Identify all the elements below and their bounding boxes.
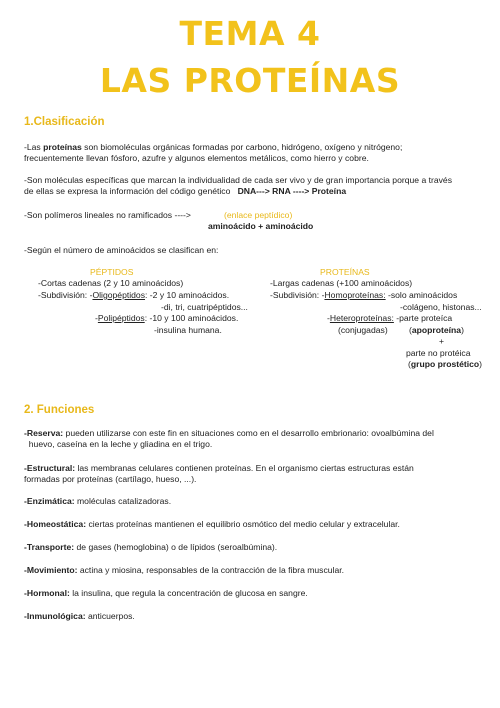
- paragraph-classification: -Según el número de aminoácidos se clasifican en:: [24, 245, 219, 255]
- proteinas-label: PROTEÍNAS: [320, 267, 370, 277]
- dna-flow: DNA---> RNA ----> Proteína: [237, 186, 347, 197]
- title-line-2: LAS PROTEÍNAS: [99, 61, 401, 100]
- peptidos-label: PÉPTIDOS: [90, 267, 134, 277]
- polipeptidos-line: -Polipéptidos: -10 y 100 aminoácidos.: [95, 313, 239, 323]
- proteinas-line1: -Largas cadenas (+100 aminoácidos): [270, 278, 413, 288]
- section-heading-funciones: 2. Funciones: [24, 404, 95, 416]
- function-reserva: -Reserva: pueden utilizarse con este fin en situaciones como en el desarrollo embrionario: ovoalbúmina del huevo, caseína en la leche y gliadina en el trigo.: [24, 428, 434, 450]
- function-inmunologica: -Inmunológica: anticuerpos.: [24, 611, 135, 621]
- paragraph-polymers: -Son polímeros lineales no ramificados ---->: [24, 210, 191, 220]
- no-proteica-label: parte no protéica: [406, 348, 471, 358]
- conjugadas-label: (conjugadas): [338, 325, 388, 335]
- function-movimiento: -Movimiento: actina y miosina, responsables de la contracción de la fibra muscular.: [24, 565, 345, 575]
- peptide-bond-note: (enlace peptídico): [224, 210, 293, 220]
- function-homeostatica: -Homeostática: ciertas proteínas mantienen el equilibrio osmótico del medio celular y extracelular.: [24, 519, 400, 529]
- title-line-1: TEMA 4: [179, 14, 321, 53]
- paragraph-specific: -Son moléculas específicas que marcan la individualidad de cada ser vivo y de gran importancia porque a través de ellas se expresa la información del código genético DNA---> RNA ----> Proteína: [24, 175, 453, 197]
- peptidos-subdivision: -Subdivisión: -Oligopéptidos: -2 y 10 aminoácidos.: [38, 290, 230, 300]
- plus-sign: +: [439, 336, 445, 346]
- apoproteina-label: (apoproteína): [409, 325, 464, 335]
- grupo-prostetico-label: (grupo prostético): [408, 359, 483, 369]
- function-transporte: -Transporte: de gases (hemoglobina) o de lípidos (seroalbúmina).: [24, 542, 278, 552]
- polipeptidos-example: -insulina humana.: [154, 325, 222, 335]
- peptidos-line1: -Cortas cadenas (2 y 10 aminoácidos): [38, 278, 184, 288]
- proteinas-subdivision: -Subdivisión: -Homoproteínas: -solo aminoácidos: [270, 290, 458, 300]
- oligopeptidos-example: -di, tri, cuatripéptidos...: [161, 302, 248, 312]
- function-estructural: -Estructural: las membranas celulares contienen proteínas. En el organismo ciertas estructuras están formadas por proteínas (cartílago, hueso, ...).: [24, 463, 414, 485]
- function-enzimatica: -Enzimática: moléculas catalizadoras.: [24, 496, 172, 506]
- homoproteinas-example: -colágeno, histonas...: [400, 302, 482, 312]
- heteroproteinas-line: -Heteroproteínas: -parte proteíca: [327, 313, 453, 323]
- function-hormonal: -Hormonal: la insulina, que regula la concentración de glucosa en sangre.: [24, 588, 308, 598]
- section-heading-clasificacion: 1.Clasificación: [24, 116, 105, 128]
- amino-acid-formula: aminoácido + aminoácido: [208, 221, 314, 231]
- paragraph-definition: -Las proteínas son biomoléculas orgánicas formadas por carbono, hidrógeno, oxígeno y nitrógeno; frecuentemente llevan fósforo, azufre y algunos elementos metálicos, como hierro y cobre.: [24, 142, 403, 164]
